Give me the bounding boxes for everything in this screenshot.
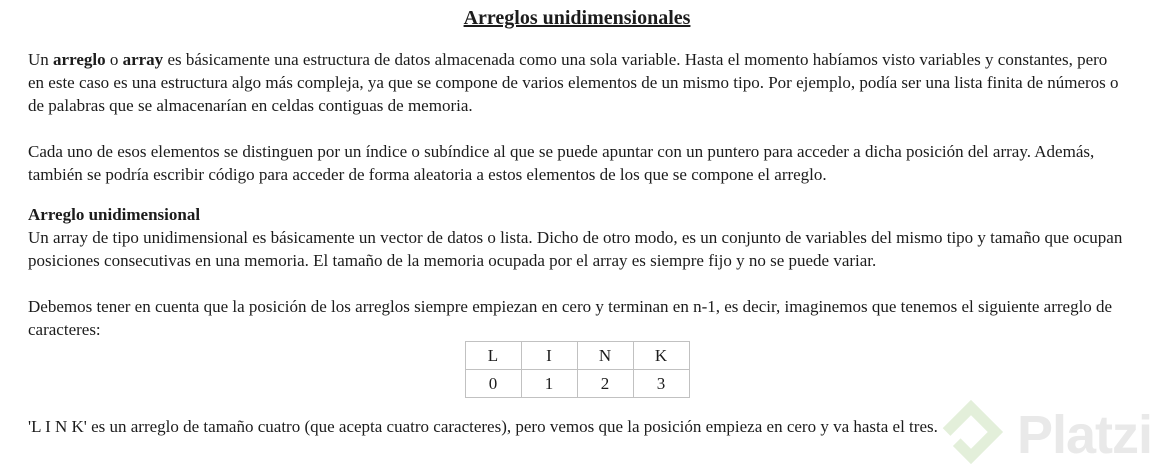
array-cell-char: K: [633, 342, 689, 370]
link-array-table: [465, 341, 690, 398]
paragraph-intro-pre: Un: [28, 50, 54, 69]
page-title: Arreglos unidimensionales: [463, 7, 691, 29]
paragraph-indices: Cada uno de esos elementos se distinguen por un índice o subíndice al que se puede apuntar con un puntero para acceder a dicha posición del array. Además, también se podría escribir código para acceder de forma aleatoria a estos elementos de los que se compone el arreglo.: [28, 142, 1095, 184]
paragraph-definition: Un array de tipo unidimensional es básicamente un vector de datos o lista. Dicho de otro modo, es un conjunto de variables del mismo tipo y tamaño que ocupan posiciones consecutivas en una memoria. El tamaño de la memoria ocupada por el array es siempre fijo y no se puede variar.: [28, 228, 1123, 270]
array-cell-char: L: [465, 342, 521, 370]
paragraph-conclusion: 'L I N K' es un arreglo de tamaño cuatro (que acepta cuatro caracteres), pero vemos que la posición empieza en cero y va hasta el tres.: [28, 417, 938, 436]
section-heading-arreglo-unidimensional: Arreglo unidimensional: [28, 205, 201, 224]
paragraph-intro-mid: o: [105, 50, 123, 69]
table-row-characters: [465, 342, 689, 370]
array-cell-index: 2: [577, 370, 633, 398]
array-cell-char: N: [577, 342, 633, 370]
paragraph-positions: Debemos tener en cuenta que la posición de los arreglos siempre empiezan en cero y terminan en n-1, es decir, imaginemos que tenemos el siguiente arreglo de caracteres:: [28, 297, 1113, 339]
array-cell-index: 1: [521, 370, 577, 398]
paragraph-intro: [28, 48, 1126, 117]
bold-term-array: array: [122, 50, 164, 69]
array-cell-index: 0: [465, 370, 521, 398]
table-row-indices: [465, 370, 689, 398]
array-cell-char: I: [521, 342, 577, 370]
array-cell-index: 3: [633, 370, 689, 398]
bold-term-arreglo: arreglo: [53, 50, 106, 69]
platzi-brand-text: Platzi: [1016, 404, 1152, 465]
paragraph-intro-rest: es básicamente una estructura de datos almacenada como una sola variable. Hasta el momento habíamos visto variables y constantes, pero en este caso es una estructura algo más compleja, ya que se compone de varios elementos de un mismo tipo. Por ejemplo, podía ser una lista finita de números o de palabras que se almacenarían en celdas contiguas de memoria.: [28, 50, 1119, 115]
